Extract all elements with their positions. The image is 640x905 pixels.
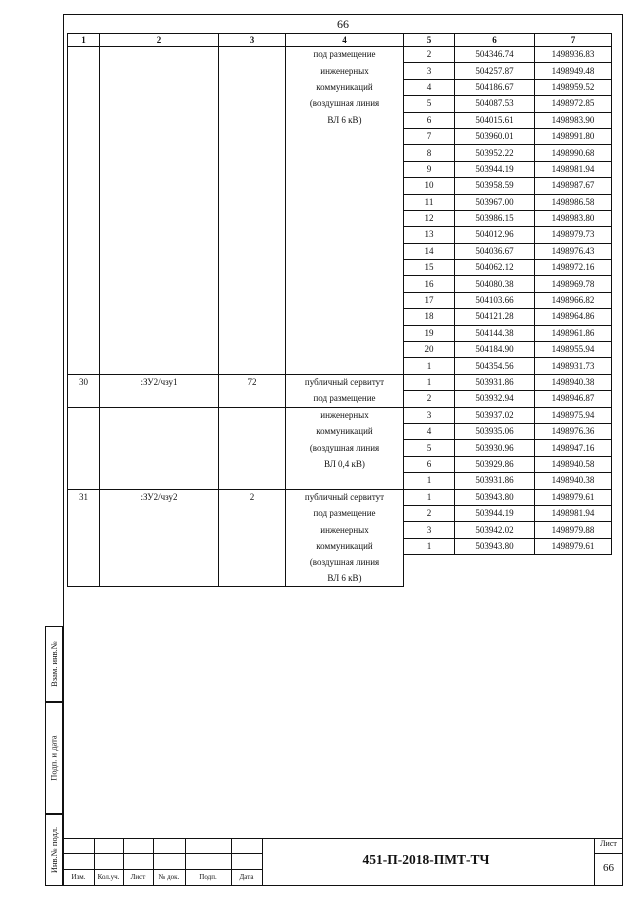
cell-cadastral xyxy=(100,276,219,292)
tb-col-data: Дата xyxy=(239,873,254,881)
table-row xyxy=(68,161,612,177)
table-row xyxy=(68,571,612,587)
cell-point: 1 xyxy=(404,489,455,505)
cell-area xyxy=(219,161,286,177)
stamp-inv-label: Инв.№ подл. xyxy=(49,826,59,874)
cell-point: 2 xyxy=(404,505,455,521)
table-row xyxy=(68,260,612,276)
cell-y: 1498979.73 xyxy=(535,227,612,243)
cell-x: 503943.80 xyxy=(455,538,535,554)
table-row xyxy=(68,47,612,63)
cell-purpose xyxy=(286,210,404,226)
table-row xyxy=(68,194,612,210)
cell-purpose: инженерных xyxy=(286,522,404,538)
cell-cadastral xyxy=(100,161,219,177)
cell-cadastral xyxy=(100,194,219,210)
cell-x: 504087.53 xyxy=(455,96,535,112)
cell-cadastral xyxy=(100,145,219,161)
column-header-6: 6 xyxy=(455,34,535,47)
cell-y: 1498986.58 xyxy=(535,194,612,210)
cell-point: 2 xyxy=(404,47,455,63)
cell-number xyxy=(68,292,100,308)
cell-number: 30 xyxy=(68,374,100,390)
cell-area xyxy=(219,63,286,79)
cell-cadastral: :ЗУ2/чзу2 xyxy=(100,489,219,505)
cell-y: 1498936.83 xyxy=(535,47,612,63)
cell-y: 1498964.86 xyxy=(535,309,612,325)
table-row xyxy=(68,292,612,308)
cell-point: 11 xyxy=(404,194,455,210)
tb-col-izm: Изм. xyxy=(71,873,86,881)
cell-number xyxy=(68,112,100,128)
cell-purpose: ВЛ 6 кВ) xyxy=(286,571,404,587)
cell-point: 5 xyxy=(404,440,455,456)
table-row xyxy=(68,276,612,292)
cell-point: 10 xyxy=(404,178,455,194)
cell-purpose xyxy=(286,161,404,177)
cell-x: 503931.86 xyxy=(455,374,535,390)
table-row xyxy=(68,456,612,472)
cell-number xyxy=(68,210,100,226)
cell-cadastral: :ЗУ2/чзу1 xyxy=(100,374,219,390)
stamp-inv xyxy=(45,814,63,886)
cell-area xyxy=(219,276,286,292)
cell-purpose: под размещение xyxy=(286,391,404,407)
cell-purpose xyxy=(286,227,404,243)
cell-point: 1 xyxy=(404,358,455,374)
cell-y xyxy=(535,571,612,587)
tb-col-list: Лист xyxy=(130,873,146,881)
table-row xyxy=(68,112,612,128)
cell-point: 1 xyxy=(404,538,455,554)
tb-col-podp: Подп. xyxy=(199,873,217,881)
cell-purpose: публичный сервитут xyxy=(286,489,404,505)
stamp-podp-label: Подп. и дата xyxy=(49,735,60,781)
cell-area xyxy=(219,178,286,194)
cell-y: 1498949.48 xyxy=(535,63,612,79)
cell-cadastral xyxy=(100,96,219,112)
cell-y: 1498940.58 xyxy=(535,456,612,472)
cell-purpose xyxy=(286,325,404,341)
cell-cadastral xyxy=(100,407,219,423)
cell-x: 504186.67 xyxy=(455,79,535,95)
cell-y: 1498987.67 xyxy=(535,178,612,194)
table-row xyxy=(68,128,612,144)
cell-purpose xyxy=(286,292,404,308)
document-code: 451-П-2018-ПМТ-ТЧ xyxy=(362,852,490,867)
cell-number xyxy=(68,128,100,144)
cell-point: 15 xyxy=(404,260,455,276)
table-row xyxy=(68,325,612,341)
cell-cadastral xyxy=(100,210,219,226)
cell-x: 504015.61 xyxy=(455,112,535,128)
table-row xyxy=(68,423,612,439)
cell-y: 1498931.73 xyxy=(535,358,612,374)
cell-point: 12 xyxy=(404,210,455,226)
page-number-top: 66 xyxy=(337,17,349,31)
table-row xyxy=(68,473,612,489)
cell-cadastral xyxy=(100,309,219,325)
cell-number xyxy=(68,227,100,243)
cell-point: 1 xyxy=(404,374,455,390)
cell-x: 504062.12 xyxy=(455,260,535,276)
table-row xyxy=(68,522,612,538)
cell-cadastral xyxy=(100,243,219,259)
cell-point: 7 xyxy=(404,128,455,144)
cell-x: 503930.96 xyxy=(455,440,535,456)
stamp-vzam xyxy=(45,626,63,702)
cell-x xyxy=(455,555,535,571)
cell-purpose xyxy=(286,128,404,144)
cell-x: 503935.06 xyxy=(455,423,535,439)
cell-x: 503952.22 xyxy=(455,145,535,161)
cell-y: 1498961.86 xyxy=(535,325,612,341)
cell-x: 504036.67 xyxy=(455,243,535,259)
cell-purpose: (воздушная линия xyxy=(286,440,404,456)
cell-purpose xyxy=(286,309,404,325)
cell-point: 18 xyxy=(404,309,455,325)
cell-point: 14 xyxy=(404,243,455,259)
cell-cadastral xyxy=(100,473,219,489)
cell-x: 503960.01 xyxy=(455,128,535,144)
cell-area xyxy=(219,79,286,95)
cell-area: 2 xyxy=(219,489,286,505)
cell-purpose xyxy=(286,194,404,210)
cell-y: 1498946.87 xyxy=(535,391,612,407)
column-header-1: 1 xyxy=(68,34,100,47)
cell-area xyxy=(219,243,286,259)
cell-x: 504184.90 xyxy=(455,342,535,358)
column-header-2: 2 xyxy=(100,34,219,47)
cell-cadastral xyxy=(100,260,219,276)
cell-y: 1498981.94 xyxy=(535,161,612,177)
cell-area xyxy=(219,96,286,112)
cell-area xyxy=(219,505,286,521)
cell-point: 8 xyxy=(404,145,455,161)
cell-y: 1498969.78 xyxy=(535,276,612,292)
cell-y: 1498959.52 xyxy=(535,79,612,95)
cell-x xyxy=(455,571,535,587)
cell-cadastral xyxy=(100,440,219,456)
cell-y: 1498947.16 xyxy=(535,440,612,456)
cell-point: 5 xyxy=(404,96,455,112)
cell-area xyxy=(219,112,286,128)
cell-purpose xyxy=(286,342,404,358)
cell-area xyxy=(219,407,286,423)
stamp-vzam-label: Взам. инв.№ xyxy=(49,641,59,687)
cell-purpose: коммуникаций xyxy=(286,423,404,439)
cell-x: 504144.38 xyxy=(455,325,535,341)
cell-x: 504257.87 xyxy=(455,63,535,79)
cell-y xyxy=(535,555,612,571)
cell-number xyxy=(68,325,100,341)
cell-cadastral xyxy=(100,505,219,521)
cell-number xyxy=(68,456,100,472)
cell-number xyxy=(68,407,100,423)
cell-point: 1 xyxy=(404,473,455,489)
cell-purpose: ВЛ 6 кВ) xyxy=(286,112,404,128)
cell-purpose: инженерных xyxy=(286,407,404,423)
cell-x: 503942.02 xyxy=(455,522,535,538)
cell-purpose: (воздушная линия xyxy=(286,96,404,112)
cell-area xyxy=(219,325,286,341)
cell-number xyxy=(68,571,100,587)
cell-x: 504012.96 xyxy=(455,227,535,243)
cell-purpose xyxy=(286,473,404,489)
cell-number xyxy=(68,178,100,194)
column-header-5: 5 xyxy=(404,34,455,47)
cell-area xyxy=(219,260,286,276)
column-header-3: 3 xyxy=(219,34,286,47)
cell-purpose xyxy=(286,260,404,276)
cell-area xyxy=(219,456,286,472)
table-row xyxy=(68,227,612,243)
cell-area xyxy=(219,227,286,243)
cell-cadastral xyxy=(100,342,219,358)
cell-area xyxy=(219,210,286,226)
cell-x: 503944.19 xyxy=(455,505,535,521)
cell-area xyxy=(219,358,286,374)
cell-cadastral xyxy=(100,47,219,63)
cell-x: 504354.56 xyxy=(455,358,535,374)
cell-cadastral xyxy=(100,522,219,538)
cell-area xyxy=(219,522,286,538)
tb-col-ndok: № док. xyxy=(158,873,180,881)
cell-y: 1498940.38 xyxy=(535,374,612,390)
cell-purpose: под размещение xyxy=(286,47,404,63)
cell-number xyxy=(68,358,100,374)
cell-y: 1498981.94 xyxy=(535,505,612,521)
cell-area xyxy=(219,145,286,161)
cell-purpose: под размещение xyxy=(286,505,404,521)
cell-cadastral xyxy=(100,63,219,79)
cell-purpose xyxy=(286,358,404,374)
cell-point: 16 xyxy=(404,276,455,292)
cell-x: 504346.74 xyxy=(455,47,535,63)
sheet-label: Лист xyxy=(600,839,617,848)
cell-number xyxy=(68,260,100,276)
cell-y: 1498983.80 xyxy=(535,210,612,226)
cell-x: 503931.86 xyxy=(455,473,535,489)
cell-number xyxy=(68,538,100,554)
table-row xyxy=(68,243,612,259)
cell-x: 503937.02 xyxy=(455,407,535,423)
cell-area xyxy=(219,473,286,489)
column-header-4: 4 xyxy=(286,34,404,47)
column-header-7: 7 xyxy=(535,34,612,47)
cell-point: 17 xyxy=(404,292,455,308)
cell-cadastral xyxy=(100,456,219,472)
table-row xyxy=(68,178,612,194)
table-row xyxy=(68,342,612,358)
cell-area xyxy=(219,555,286,571)
cell-area xyxy=(219,538,286,554)
cell-x: 504080.38 xyxy=(455,276,535,292)
cell-area xyxy=(219,292,286,308)
table-row xyxy=(68,210,612,226)
table-row xyxy=(68,440,612,456)
table-row xyxy=(68,63,612,79)
cell-y: 1498976.43 xyxy=(535,243,612,259)
cell-area xyxy=(219,128,286,144)
cell-point xyxy=(404,571,455,587)
cell-cadastral xyxy=(100,178,219,194)
cell-point: 2 xyxy=(404,391,455,407)
cell-cadastral xyxy=(100,227,219,243)
cell-number xyxy=(68,505,100,521)
tb-col-koluch: Кол.уч. xyxy=(97,873,120,881)
cell-point: 19 xyxy=(404,325,455,341)
cell-point: 3 xyxy=(404,522,455,538)
cell-area xyxy=(219,47,286,63)
cell-x: 503967.00 xyxy=(455,194,535,210)
cell-cadastral xyxy=(100,112,219,128)
cell-y: 1498976.36 xyxy=(535,423,612,439)
cell-y: 1498972.85 xyxy=(535,96,612,112)
cell-number xyxy=(68,423,100,439)
cell-cadastral xyxy=(100,571,219,587)
coordinates-table xyxy=(67,33,612,587)
cell-cadastral xyxy=(100,128,219,144)
table-row xyxy=(68,309,612,325)
cell-point: 6 xyxy=(404,112,455,128)
cell-point: 6 xyxy=(404,456,455,472)
table-row xyxy=(68,489,612,505)
cell-cadastral xyxy=(100,538,219,554)
cell-point: 13 xyxy=(404,227,455,243)
cell-cadastral xyxy=(100,555,219,571)
cell-cadastral xyxy=(100,423,219,439)
cell-cadastral xyxy=(100,79,219,95)
cell-number: 31 xyxy=(68,489,100,505)
cell-point: 9 xyxy=(404,161,455,177)
cell-number xyxy=(68,243,100,259)
cell-y: 1498990.68 xyxy=(535,145,612,161)
cell-number xyxy=(68,342,100,358)
cell-y: 1498940.38 xyxy=(535,473,612,489)
table-row xyxy=(68,145,612,161)
cell-number xyxy=(68,63,100,79)
table-row xyxy=(68,96,612,112)
cell-area xyxy=(219,194,286,210)
cell-number xyxy=(68,161,100,177)
cell-number xyxy=(68,96,100,112)
cell-area xyxy=(219,440,286,456)
cell-x: 503958.59 xyxy=(455,178,535,194)
cell-y: 1498991.80 xyxy=(535,128,612,144)
cell-area xyxy=(219,342,286,358)
table-row xyxy=(68,374,612,390)
cell-x: 503986.15 xyxy=(455,210,535,226)
cell-purpose: коммуникаций xyxy=(286,538,404,554)
cell-point xyxy=(404,555,455,571)
cell-point: 3 xyxy=(404,63,455,79)
cell-cadastral xyxy=(100,358,219,374)
cell-y: 1498979.61 xyxy=(535,489,612,505)
cell-point: 3 xyxy=(404,407,455,423)
table-row xyxy=(68,79,612,95)
cell-y: 1498966.82 xyxy=(535,292,612,308)
stamp-podp xyxy=(45,702,63,814)
table-row xyxy=(68,555,612,571)
cell-purpose: (воздушная линия xyxy=(286,555,404,571)
cell-purpose: инженерных xyxy=(286,63,404,79)
cell-number xyxy=(68,194,100,210)
cell-area: 72 xyxy=(219,374,286,390)
cell-number xyxy=(68,555,100,571)
cell-x: 503929.86 xyxy=(455,456,535,472)
cell-cadastral xyxy=(100,391,219,407)
cell-y: 1498979.61 xyxy=(535,538,612,554)
cell-purpose xyxy=(286,178,404,194)
cell-number xyxy=(68,79,100,95)
cell-area xyxy=(219,571,286,587)
cell-y: 1498955.94 xyxy=(535,342,612,358)
cell-number xyxy=(68,47,100,63)
cell-purpose: ВЛ 0,4 кВ) xyxy=(286,456,404,472)
table-header-row xyxy=(68,34,612,47)
cell-x: 503944.19 xyxy=(455,161,535,177)
cell-x: 504103.66 xyxy=(455,292,535,308)
table-row xyxy=(68,358,612,374)
cell-cadastral xyxy=(100,292,219,308)
cell-point: 4 xyxy=(404,423,455,439)
cell-purpose: коммуникаций xyxy=(286,79,404,95)
cell-number xyxy=(68,391,100,407)
cell-y: 1498975.94 xyxy=(535,407,612,423)
cell-number xyxy=(68,309,100,325)
cell-area xyxy=(219,309,286,325)
table-row xyxy=(68,407,612,423)
cell-number xyxy=(68,473,100,489)
cell-number xyxy=(68,522,100,538)
cell-cadastral xyxy=(100,325,219,341)
sheet-number: 66 xyxy=(603,862,614,874)
cell-number xyxy=(68,145,100,161)
cell-y: 1498983.90 xyxy=(535,112,612,128)
cell-area xyxy=(219,423,286,439)
cell-purpose xyxy=(286,145,404,161)
cell-purpose: публичный сервитут xyxy=(286,374,404,390)
table-row xyxy=(68,505,612,521)
cell-area xyxy=(219,391,286,407)
cell-y: 1498972.16 xyxy=(535,260,612,276)
table-row xyxy=(68,538,612,554)
cell-purpose xyxy=(286,276,404,292)
table-row xyxy=(68,391,612,407)
cell-y: 1498979.88 xyxy=(535,522,612,538)
cell-x: 503943.80 xyxy=(455,489,535,505)
cell-x: 504121.28 xyxy=(455,309,535,325)
cell-x: 503932.94 xyxy=(455,391,535,407)
cell-number xyxy=(68,440,100,456)
cell-point: 20 xyxy=(404,342,455,358)
cell-purpose xyxy=(286,243,404,259)
cell-point: 4 xyxy=(404,79,455,95)
cell-number xyxy=(68,276,100,292)
